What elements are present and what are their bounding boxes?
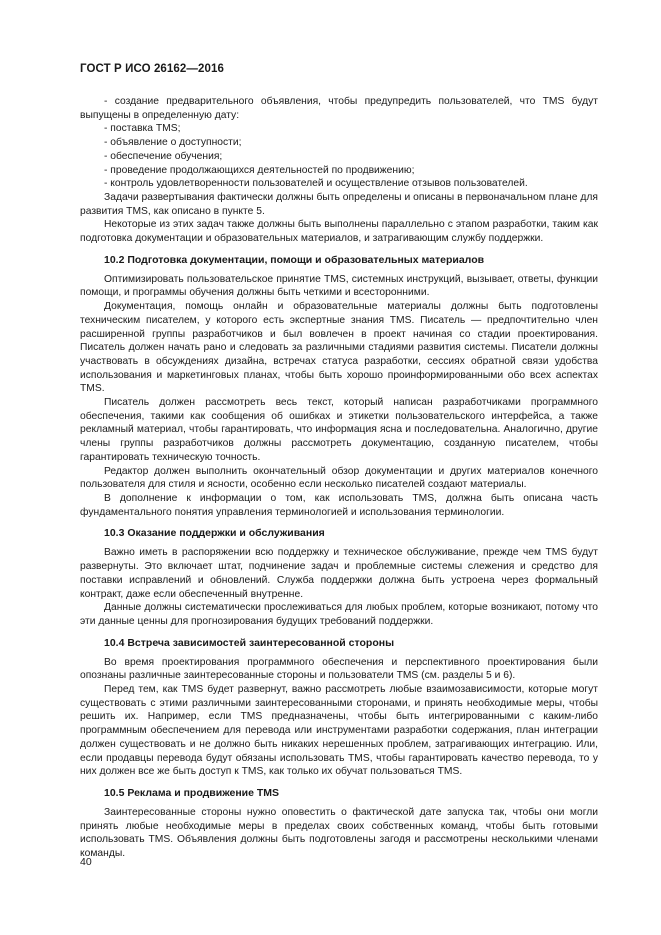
list-item: - проведение продолжающихся деятельностей по продвижению; (104, 164, 415, 176)
section-heading: 10.2 Подготовка документации, помощи и образовательных материалов (104, 253, 485, 266)
section-heading: 10.5 Реклама и продвижение TMS (104, 786, 280, 799)
page-number: 40 (80, 856, 92, 868)
list-item: - контроль удовлетворенности пользователей и осуществление отзывов пользователей. (104, 178, 528, 190)
list-item: - объявление о доступности; (104, 137, 242, 149)
paragraph: Заинтересованные стороны нужно оповестить о фактической дате запуска так, чтобы они могли принять любые необходимые меры в пределах своих собственных команд, чтобы быть готовыми использовать TMS. Объявления должны быть подготовлены загодя и рассмотрены несколькими членами команды. (80, 806, 598, 860)
section-heading: 10.3 Оказание поддержки и обслуживания (104, 527, 325, 540)
paragraph: Во время проектирования программного обеспечения и перспективного проектирования были опознаны различные заинтересованные стороны и пользователи TMS (см. разделы 5 и 6). (80, 656, 598, 682)
paragraph: Документация, помощь онлайн и образовательные материалы должны быть подготовлены техническим писателем, у которого есть экспертные знания TMS. Писатель — предпочтительно член расширенной группы разработчиков и был вовлечен в проект начиная со стадии проектирования. Писатель должен начать рано и следовать за различными стадиями развития системы. Писатели должны участвовать в обсуждениях дизайна, встречах статуса разработки, сессиях обратной связи удобства использования и маркетинговых планах, чтобы быть хорошо проинформированными обо всех аспектах TMS. (80, 301, 598, 395)
intro-lead: - создание предварительного объявления, чтобы предупредить пользователей, что TMS будут выпущены в определенную дату: (80, 96, 598, 121)
paragraph: Данные должны систематически прослеживаться для любых проблем, которые возникают, потому что эти данные ценны для прогнозирования будущих требований поддержки. (80, 602, 598, 627)
paragraph: В дополнение к информации о том, как использовать TMS, должна быть описана часть фундаментального понятия управления терминологией и использования терминологии. (80, 492, 598, 518)
paragraph: Важно иметь в распоряжении всю поддержку и техническое обслуживание, прежде чем TMS будут развернуты. Это включает штат, подчинение задач и проблемные системы слежения и средство для поставки исправлений и обновлений. Служба поддержки должна быть устроена через формальный контракт, даже если обеспеченный внутренне. (80, 547, 598, 600)
paragraph: Оптимизировать пользовательское принятие TMS, системных инструкций, вызывает, ответы, функции помощи, и программы обучения должны быть четкими и всесторонними. (80, 273, 598, 299)
paragraph: Редактор должен выполнить окончательный обзор документации и других материалов конечного пользователя для стиля и ясности, особенно если несколько писателей создают материалы. (80, 465, 598, 491)
list-item: - обеспечение обучения; (104, 150, 223, 162)
section-heading: 10.4 Встреча зависимостей заинтересованной стороны (104, 636, 395, 649)
document-header: ГОСТ Р ИСО 26162—2016 (80, 63, 225, 75)
paragraph: Задачи развертывания фактически должны быть определены и описаны в первоначальном плане для развития TMS, как описано в пункте 5. (80, 191, 598, 217)
list-item: - поставка TMS; (104, 123, 181, 135)
paragraph: Перед тем, как TMS будет развернут, важно рассмотреть любые взаимозависимости, которые могут существовать с этими различными заинтересованными сторонами, и принять необходимые меры, чтобы решить их. Например, если TMS предназначены, чтобы быть интегрированными с каким-либо программным обеспечением для перевода или инструментами разработки содержания, план интеграции должен существовать и не должно быть никаких нерешенных проблем, затрагивающих интеграцию. Или, если продавцы перевода будут обязаны использовать TMS, чтобы гарантировать качество перевода, то у них должен все же быть доступ к TMS, как только их обучат пользоваться TMS. (80, 684, 598, 778)
paragraph: Некоторые из этих задач также должны быть выполнены параллельно с этапом разработки, таким как подготовка документации и образовательных материалов, и затрагивающим службу поддержки. (80, 219, 598, 245)
paragraph: Писатель должен рассмотреть весь текст, который написан разработчиками программного обеспечения, такими как сообщения об ошибках и этикетки пользовательского интерфейса, а также рекламный материал, чтобы гарантировать, что информация ясна и последовательна. Аналогично, другие члены группы разработчиков должны рассмотреть документацию, созданную писателем, чтобы гарантировать техническую точность. (80, 397, 598, 463)
document-body (80, 95, 598, 861)
